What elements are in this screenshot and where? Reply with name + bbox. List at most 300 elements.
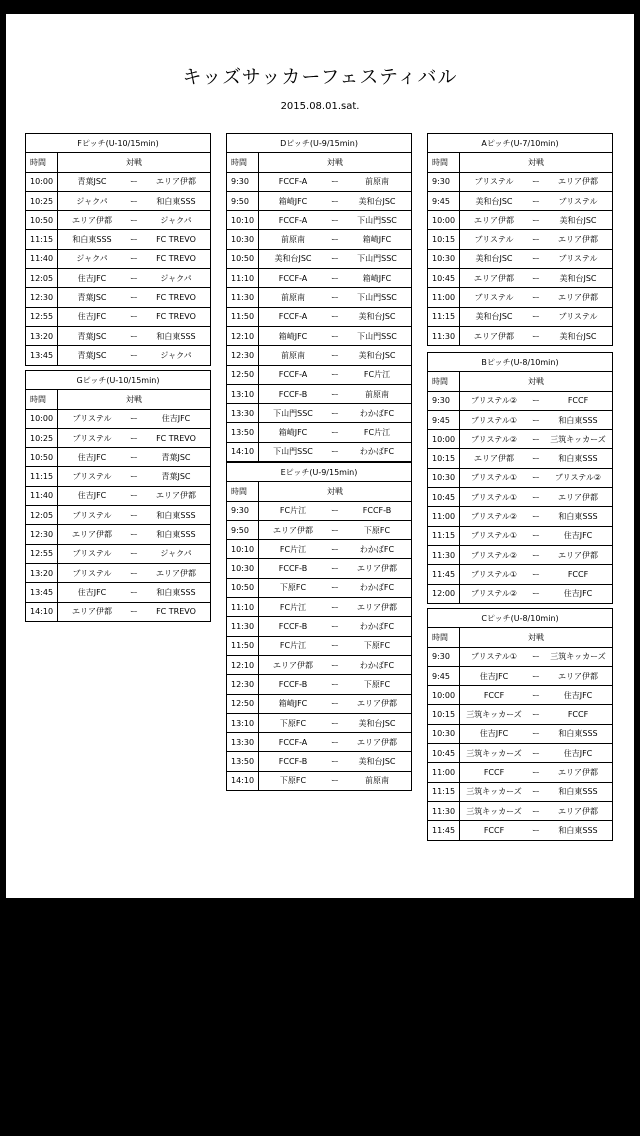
versus-dash: ー (331, 408, 339, 418)
table-row (227, 172, 412, 191)
away-team: 和白東SSS (156, 331, 196, 341)
versus-dash: ー (130, 452, 138, 462)
table-row (428, 211, 613, 230)
match-cell (460, 410, 613, 429)
match-time: 10:15 (428, 449, 460, 468)
away-team: エリア伊都 (558, 806, 598, 816)
match-time: 12:05 (26, 506, 58, 525)
match-time: 10:00 (428, 430, 460, 449)
table-row (227, 404, 412, 423)
versus-dash: ー (331, 312, 339, 322)
pitch-d-schedule-table (226, 133, 412, 462)
match-cell (259, 694, 412, 713)
match-time: 10:45 (428, 744, 460, 763)
home-team: ブリステル① (470, 492, 518, 502)
match-cell (259, 326, 412, 345)
versus-dash: ー (331, 718, 339, 728)
versus-dash: ー (532, 254, 540, 264)
table-row (428, 326, 613, 345)
table-row (428, 391, 613, 410)
home-team: 箱崎JFC (278, 699, 308, 709)
table-row (227, 191, 412, 210)
versus-dash: ー (130, 607, 138, 617)
table-row (428, 249, 613, 268)
away-team: FC TREVO (156, 293, 196, 303)
versus-dash: ー (331, 254, 339, 264)
home-team: エリア伊都 (474, 215, 514, 225)
column-header-time: 時間 (26, 153, 58, 172)
versus-dash: ー (532, 273, 540, 283)
home-team: FCCF-A (278, 177, 308, 187)
match-time: 12:30 (227, 675, 259, 694)
pitch-title: Aピッチ(U-7/10min) (428, 134, 613, 153)
away-team: わかばFC (359, 622, 395, 632)
table-row (227, 713, 412, 732)
away-team: 美和台JSC (358, 196, 396, 206)
away-team: 美和台JSC (358, 350, 396, 360)
versus-dash: ー (331, 293, 339, 303)
match-time: 11:40 (26, 249, 58, 268)
table-row (227, 598, 412, 617)
match-time: 10:00 (428, 686, 460, 705)
away-team: 箱崎JFC (362, 273, 392, 283)
table-row (26, 409, 211, 428)
table-row (26, 486, 211, 505)
match-cell (259, 191, 412, 210)
match-time: 11:15 (26, 230, 58, 249)
home-team: 三筑キッカーズ (466, 710, 522, 720)
versus-dash: ー (331, 389, 339, 399)
away-team: エリア伊都 (357, 602, 397, 612)
home-team: 住吉JFC (77, 587, 107, 597)
match-time: 10:15 (428, 230, 460, 249)
away-team: ジャクパ (160, 549, 192, 559)
away-team: 和白東SSS (558, 729, 598, 739)
table-row (227, 655, 412, 674)
table-row (26, 467, 211, 486)
table-row (428, 584, 613, 603)
table-row (428, 705, 613, 724)
table-row (227, 752, 412, 771)
match-time: 13:30 (227, 733, 259, 752)
match-cell (259, 655, 412, 674)
home-team: FCCF-A (278, 273, 308, 283)
away-team: 三筑キッカーズ (550, 652, 606, 662)
match-cell (259, 249, 412, 268)
home-team: エリア伊都 (474, 331, 514, 341)
match-cell (460, 801, 613, 820)
table-row (26, 563, 211, 582)
match-time: 11:30 (227, 288, 259, 307)
match-time: 10:45 (428, 269, 460, 288)
away-team: エリア伊都 (156, 568, 196, 578)
match-time: 13:50 (227, 423, 259, 442)
away-team: 和白東SSS (558, 415, 598, 425)
match-time: 10:30 (428, 468, 460, 487)
versus-dash: ー (331, 370, 339, 380)
away-team: FC片江 (363, 370, 391, 380)
column-header-match: 対戦 (460, 628, 613, 647)
column-header-time: 時間 (227, 153, 259, 172)
versus-dash: ー (130, 177, 138, 187)
home-team: 青葉JSC (77, 293, 107, 303)
table-row (428, 449, 613, 468)
away-team: エリア伊都 (558, 492, 598, 502)
pitch-title: Bピッチ(U-8/10min) (428, 353, 613, 372)
versus-dash: ー (130, 312, 138, 322)
match-time: 11:15 (26, 467, 58, 486)
away-team: 下山門SSC (357, 293, 397, 303)
table-row (227, 423, 412, 442)
away-team: FC片江 (363, 428, 391, 438)
match-cell (58, 249, 211, 268)
versus-dash: ー (331, 699, 339, 709)
home-team: 美和台JSC (475, 312, 513, 322)
away-team: 美和台JSC (559, 331, 597, 341)
match-cell (460, 430, 613, 449)
match-time: 12:50 (227, 694, 259, 713)
match-cell (259, 598, 412, 617)
match-time: 11:50 (227, 307, 259, 326)
table-row (428, 801, 613, 820)
match-time: 11:50 (227, 636, 259, 655)
away-team: わかばFC (359, 408, 395, 418)
match-cell (460, 488, 613, 507)
away-team: 住吉JFC (563, 589, 593, 599)
versus-dash: ー (532, 293, 540, 303)
away-team: 住吉JFC (563, 531, 593, 541)
match-time: 9:30 (428, 172, 460, 191)
match-cell (259, 675, 412, 694)
away-team: 下山門SSC (357, 254, 397, 264)
versus-dash: ー (532, 825, 540, 835)
table-row (26, 191, 211, 210)
table-row (428, 288, 613, 307)
home-team: 下原FC (279, 583, 307, 593)
home-team: ブリステル (72, 472, 112, 482)
match-cell (259, 346, 412, 365)
home-team: ブリステル① (470, 415, 518, 425)
home-team: 青葉JSC (77, 350, 107, 360)
away-team: エリア伊都 (558, 550, 598, 560)
away-team: 前原南 (365, 776, 389, 786)
table-row (26, 525, 211, 544)
home-team: ブリステル② (470, 434, 518, 444)
versus-dash: ー (130, 433, 138, 443)
table-row (227, 578, 412, 597)
match-cell (259, 752, 412, 771)
match-time: 10:25 (26, 428, 58, 447)
table-row (428, 468, 613, 487)
match-cell (259, 423, 412, 442)
match-cell (259, 404, 412, 423)
away-team: 和白東SSS (156, 510, 196, 520)
versus-dash: ー (532, 729, 540, 739)
away-team: エリア伊都 (558, 235, 598, 245)
versus-dash: ー (532, 177, 540, 187)
versus-dash: ー (130, 196, 138, 206)
match-time: 10:30 (428, 724, 460, 743)
home-team: FC片江 (279, 641, 307, 651)
match-time: 12:50 (227, 365, 259, 384)
away-team: FC TREVO (156, 254, 196, 264)
away-team: 青葉JSC (161, 472, 191, 482)
home-team: 三筑キッカーズ (466, 748, 522, 758)
away-team: 箱崎JFC (362, 235, 392, 245)
match-cell (58, 409, 211, 428)
table-row (26, 544, 211, 563)
match-time: 14:10 (227, 771, 259, 790)
table-row (227, 230, 412, 249)
match-time: 11:15 (428, 526, 460, 545)
home-team: FC片江 (279, 602, 307, 612)
table-row (227, 384, 412, 403)
match-cell (460, 211, 613, 230)
table-row (26, 249, 211, 268)
versus-dash: ー (130, 350, 138, 360)
away-team: 美和台JSC (559, 215, 597, 225)
away-team: わかばFC (359, 660, 395, 670)
page-title: キッズサッカーフェスティバル (182, 66, 458, 88)
match-time: 11:30 (428, 326, 460, 345)
pitch-a-schedule-table (427, 133, 613, 346)
away-team: エリア伊都 (558, 671, 598, 681)
table-row (227, 733, 412, 752)
home-team: FCCF-B (278, 679, 308, 689)
table-row (26, 583, 211, 602)
versus-dash: ー (532, 690, 540, 700)
match-time: 10:10 (227, 540, 259, 559)
away-team: FCCF (567, 710, 589, 720)
versus-dash: ー (532, 215, 540, 225)
table-row (428, 430, 613, 449)
match-time: 12:05 (26, 269, 58, 288)
match-cell (460, 269, 613, 288)
away-team: 下原FC (363, 641, 391, 651)
table-row (227, 211, 412, 230)
match-cell (259, 384, 412, 403)
versus-dash: ー (331, 331, 339, 341)
match-time: 11:00 (428, 763, 460, 782)
table-row (227, 501, 412, 520)
home-team: ブリステル② (470, 396, 518, 406)
match-time: 11:30 (227, 617, 259, 636)
home-team: ブリステル① (470, 473, 518, 483)
table-row (227, 559, 412, 578)
versus-dash: ー (532, 415, 540, 425)
match-cell (460, 507, 613, 526)
home-team: ブリステル (474, 235, 514, 245)
home-team: FC片江 (279, 506, 307, 516)
match-cell (259, 288, 412, 307)
versus-dash: ー (331, 660, 339, 670)
versus-dash: ー (532, 454, 540, 464)
home-team: 住吉JFC (77, 273, 107, 283)
match-cell (58, 428, 211, 447)
versus-dash: ー (331, 679, 339, 689)
match-cell (460, 782, 613, 801)
match-time: 11:30 (428, 545, 460, 564)
pitch-b-schedule-table (427, 352, 613, 604)
home-team: FCCF (483, 690, 505, 700)
table-row (227, 617, 412, 636)
match-cell (259, 172, 412, 191)
versus-dash: ー (130, 472, 138, 482)
match-time: 10:15 (428, 705, 460, 724)
away-team: ジャクパ (160, 215, 192, 225)
versus-dash: ー (130, 549, 138, 559)
table-row (428, 410, 613, 429)
match-time: 11:45 (428, 821, 460, 840)
home-team: 下原FC (279, 718, 307, 728)
home-team: 下原FC (279, 776, 307, 786)
match-time: 12:30 (26, 525, 58, 544)
match-cell (259, 636, 412, 655)
match-time: 9:30 (227, 501, 259, 520)
away-team: エリア伊都 (357, 737, 397, 747)
table-row (227, 442, 412, 461)
table-row (227, 365, 412, 384)
table-row (227, 249, 412, 268)
away-team: 前原南 (365, 389, 389, 399)
table-row (26, 269, 211, 288)
home-team: 住吉JFC (77, 312, 107, 322)
match-time: 14:10 (227, 442, 259, 461)
match-cell (460, 647, 613, 666)
pitch-f-schedule-table (25, 133, 211, 366)
away-team: ブリステル (558, 196, 598, 206)
column-header-time: 時間 (428, 628, 460, 647)
versus-dash: ー (130, 414, 138, 424)
match-time: 10:30 (428, 249, 460, 268)
versus-dash: ー (532, 768, 540, 778)
home-team: FCCF (483, 825, 505, 835)
match-cell (460, 191, 613, 210)
table-row (227, 307, 412, 326)
match-time: 11:00 (428, 288, 460, 307)
bottom-blank-area (0, 898, 640, 1136)
column-header-time: 時間 (428, 153, 460, 172)
away-team: FCCF (567, 569, 589, 579)
table-row (428, 269, 613, 288)
table-row (26, 288, 211, 307)
home-team: エリア伊都 (72, 215, 112, 225)
match-time: 11:15 (428, 782, 460, 801)
versus-dash: ー (130, 235, 138, 245)
match-cell (460, 584, 613, 603)
versus-dash: ー (130, 587, 138, 597)
table-row (428, 666, 613, 685)
pitch-title: Eピッチ(U-9/15min) (227, 463, 412, 482)
table-row (428, 545, 613, 564)
away-team: 美和台JSC (358, 757, 396, 767)
column-header-match: 対戦 (259, 482, 412, 501)
match-cell (460, 249, 613, 268)
match-cell (259, 211, 412, 230)
match-cell (460, 545, 613, 564)
home-team: エリア伊都 (474, 454, 514, 464)
away-team: ブリステル (558, 312, 598, 322)
match-time: 9:45 (428, 191, 460, 210)
away-team: FCCF-B (362, 506, 392, 516)
home-team: 前原南 (281, 350, 305, 360)
versus-dash: ー (532, 396, 540, 406)
home-team: ブリステル (474, 293, 514, 303)
table-row (227, 288, 412, 307)
away-team: 和白東SSS (156, 587, 196, 597)
match-time: 10:00 (428, 211, 460, 230)
table-row (227, 520, 412, 539)
home-team: FCCF (483, 768, 505, 778)
home-team: ブリステル② (470, 589, 518, 599)
home-team: エリア伊都 (72, 607, 112, 617)
event-date: 2015.08.01.sat. (280, 101, 360, 112)
match-cell (259, 442, 412, 461)
match-time: 11:15 (428, 307, 460, 326)
away-team: 下山門SSC (357, 331, 397, 341)
match-time: 9:30 (428, 391, 460, 410)
match-time: 10:25 (26, 191, 58, 210)
table-row (227, 269, 412, 288)
away-team: ジャクパ (160, 350, 192, 360)
match-time: 13:45 (26, 583, 58, 602)
table-row (26, 506, 211, 525)
away-team: 和白東SSS (558, 787, 598, 797)
match-time: 13:20 (26, 563, 58, 582)
match-cell (58, 346, 211, 365)
table-row (26, 326, 211, 345)
away-team: ブリステル (558, 254, 598, 264)
match-time: 13:50 (227, 752, 259, 771)
home-team: 青葉JSC (77, 331, 107, 341)
home-team: 下山門SSC (273, 408, 313, 418)
home-team: エリア伊都 (474, 273, 514, 283)
away-team: 美和台JSC (358, 718, 396, 728)
table-row (428, 686, 613, 705)
away-team: 和白東SSS (558, 825, 598, 835)
away-team: エリア伊都 (558, 293, 598, 303)
home-team: 美和台JSC (274, 254, 312, 264)
versus-dash: ー (532, 492, 540, 502)
versus-dash: ー (331, 622, 339, 632)
match-cell (460, 326, 613, 345)
match-time: 12:10 (227, 326, 259, 345)
versus-dash: ー (331, 350, 339, 360)
match-cell (460, 230, 613, 249)
away-team: 前原南 (365, 177, 389, 187)
away-team: 美和台JSC (559, 273, 597, 283)
versus-dash: ー (532, 787, 540, 797)
match-cell (259, 733, 412, 752)
table-row (428, 565, 613, 584)
table-row (227, 326, 412, 345)
match-time: 9:45 (428, 410, 460, 429)
home-team: 美和台JSC (475, 196, 513, 206)
away-team: 美和台JSC (358, 312, 396, 322)
match-cell (58, 326, 211, 345)
match-cell (259, 269, 412, 288)
home-team: FC片江 (279, 544, 307, 554)
match-cell (460, 744, 613, 763)
match-cell (58, 288, 211, 307)
away-team: エリア伊都 (558, 768, 598, 778)
home-team: FCCF-B (278, 389, 308, 399)
versus-dash: ー (532, 312, 540, 322)
pitch-title: Fピッチ(U-10/15min) (26, 134, 211, 153)
match-time: 9:45 (428, 666, 460, 685)
away-team: 青葉JSC (161, 452, 191, 462)
home-team: 住吉JFC (77, 491, 107, 501)
